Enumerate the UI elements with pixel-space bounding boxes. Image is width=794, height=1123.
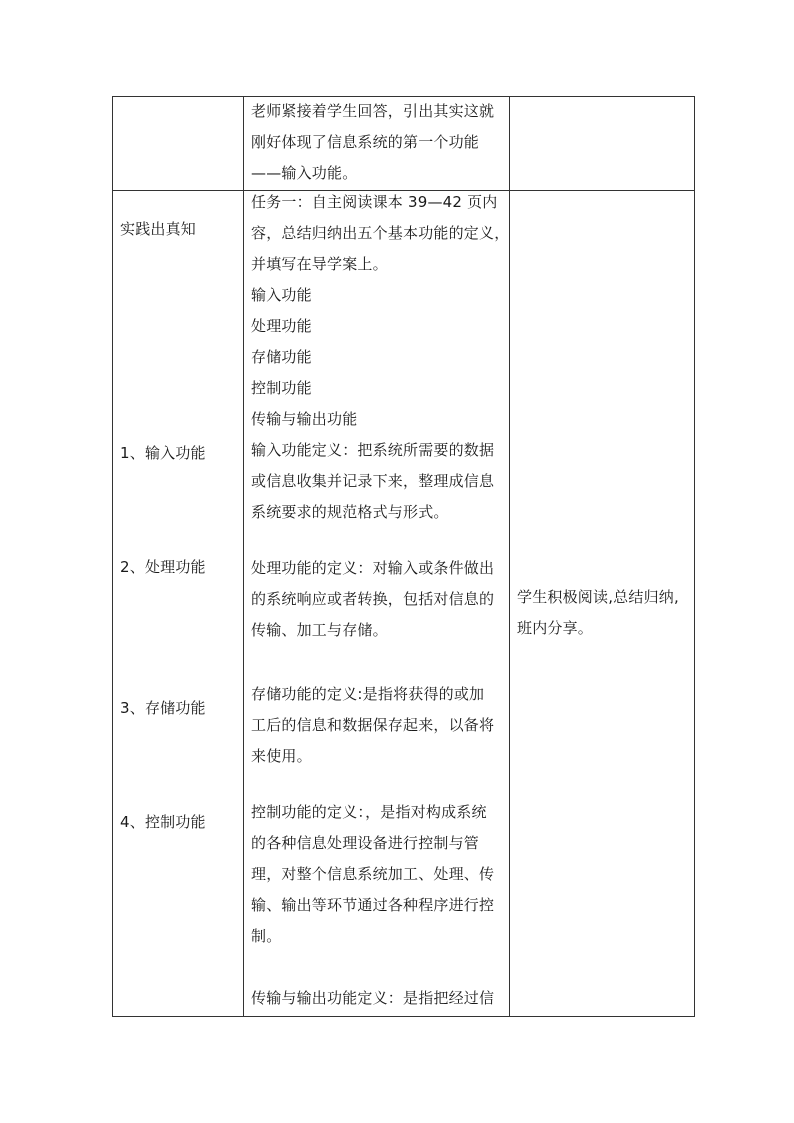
text-line: 刚好体现了信息系统的第一个功能 [251,133,480,151]
text-line: 控制功能的定义：，是指对构成系统 [251,803,487,821]
text-line: 来使用。 [251,747,312,765]
storage-definition [251,679,503,772]
task-paragraph [251,187,510,528]
left-item-control: 4、控制功能 [120,813,206,831]
text-line: 理，对整个信息系统加工、处理、传 [251,865,495,883]
text-line: 输、输出等环节通过各种程序进行控 [251,896,495,914]
text-line: 处理功能的定义：对输入或条件做出 [251,559,495,577]
control-definition [251,797,503,952]
text-line: 的系统响应或者转换，包括对信息的 [251,590,495,608]
left-item-storage: 3、存储功能 [120,699,206,717]
text-line: 传输、加工与存储。 [251,621,388,639]
function-item: 传输与输出功能 [251,410,358,428]
text-line: 学生积极阅读,总结归纳, [517,588,679,606]
text-line: 传输与输出功能定义：是指把经过信 [251,989,495,1007]
function-item: 存储功能 [251,348,312,366]
process-definition [251,553,503,646]
column-divider-1 [243,97,244,1016]
text-line: 或信息收集并记录下来，整理成信息 [251,472,495,490]
student-activity [517,582,693,644]
text-line: 并填写在导学案上。 [251,255,388,273]
section-title: 实践出真知 [120,220,197,238]
text-line: 的各种信息处理设备进行控制与管 [251,834,480,852]
row1-middle-cell [251,96,503,189]
text-line: 老师紧接着学生回答，引出其实这就 [251,102,495,120]
text-line: ——输入功能。 [251,164,358,182]
transmit-definition [251,983,503,1014]
text-line: 工后的信息和数据保存起来，以备将 [251,716,495,734]
text-line: 制。 [251,927,282,945]
text-line: 班内分享。 [517,619,594,637]
text-line: 系统要求的规范格式与形式。 [251,503,449,521]
column-divider-2 [509,97,510,1016]
function-item: 控制功能 [251,379,312,397]
function-item: 处理功能 [251,317,312,335]
function-item: 输入功能 [251,286,312,304]
text-line: 输入功能定义：把系统所需要的数据 [251,441,495,459]
text-line: 存储功能的定义:是指将获得的或加 [251,685,485,703]
text-line: 任务一：自主阅读课本 39—42 页内 [251,193,498,211]
left-item-process: 2、处理功能 [120,558,206,576]
text-line: 容，总结归纳出五个基本功能的定义， [251,224,510,242]
lesson-table [112,96,695,1017]
left-item-input: 1、输入功能 [120,444,206,462]
